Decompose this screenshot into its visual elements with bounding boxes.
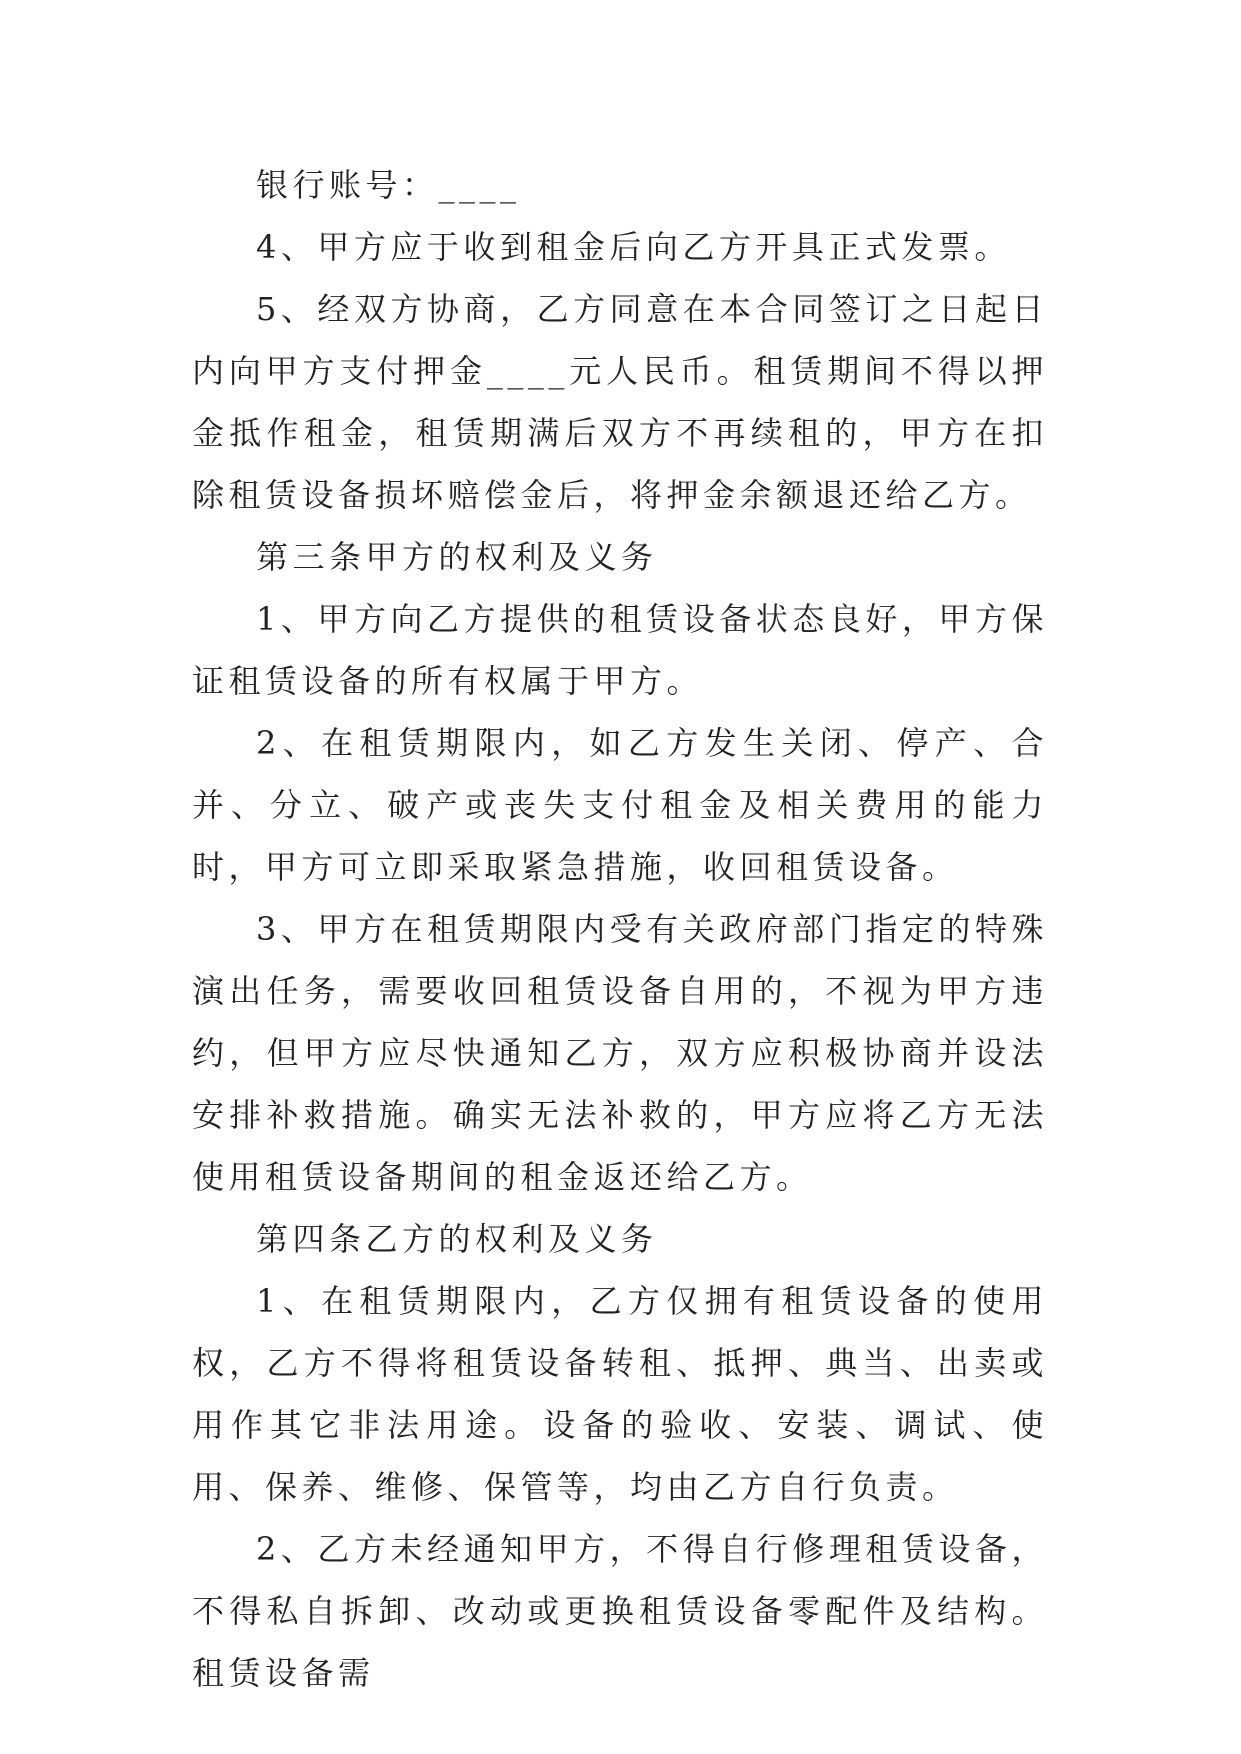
article-4-heading: 第四条乙方的权利及义务 xyxy=(256,1220,658,1258)
article-3-item-2: 2、在租赁期限内，如乙方发生关闭、停产、合并、分立、破产或丧失支付租金及相关费用的能力时，甲方可立即采取紧急措施，收回租赁设备。 xyxy=(192,724,1048,886)
article-4-item-1: 1、在租赁期限内，乙方仅拥有租赁设备的使用权，乙方不得将租赁设备转租、抵押、典当、出卖或用作其它非法用途。设备的验收、安装、调试、使用、保养、维修、保管等，均由乙方自行负责。 xyxy=(192,1282,1048,1506)
article-3-item-1: 1、甲方向乙方提供的租赁设备状态良好，甲方保证租赁设备的所有权属于甲方。 xyxy=(192,600,1048,700)
bank-account-line: 银行账号：____ xyxy=(256,166,521,204)
clause-invoice: 4、甲方应于收到租金后向乙方开具正式发票。 xyxy=(256,228,1011,266)
article-3-item-3: 3、甲方在租赁期限内受有关政府部门指定的特殊演出任务，需要收回租赁设备自用的，不视为甲方违约，但甲方应尽快通知乙方，双方应积极协商并设法安排补救措施。确实无法补救的，甲方应将乙方无法使用租赁设备期间的租金返还给乙方。 xyxy=(192,910,1048,1196)
article-3-heading: 第三条甲方的权利及义务 xyxy=(256,538,658,576)
clause-deposit: 5、经双方协商，乙方同意在本合同签订之日起日内向甲方支付押金____元人民币。租赁期间不得以押金抵作租金，租赁期满后双方不再续租的，甲方在扣除租赁设备损坏赔偿金后，将押金余额退还给乙方。 xyxy=(192,290,1048,514)
document-body xyxy=(192,154,1048,1704)
article-4-item-2: 2、乙方未经通知甲方，不得自行修理租赁设备，不得私自拆卸、改动或更换租赁设备零配件及结构。租赁设备需 xyxy=(192,1530,1048,1692)
